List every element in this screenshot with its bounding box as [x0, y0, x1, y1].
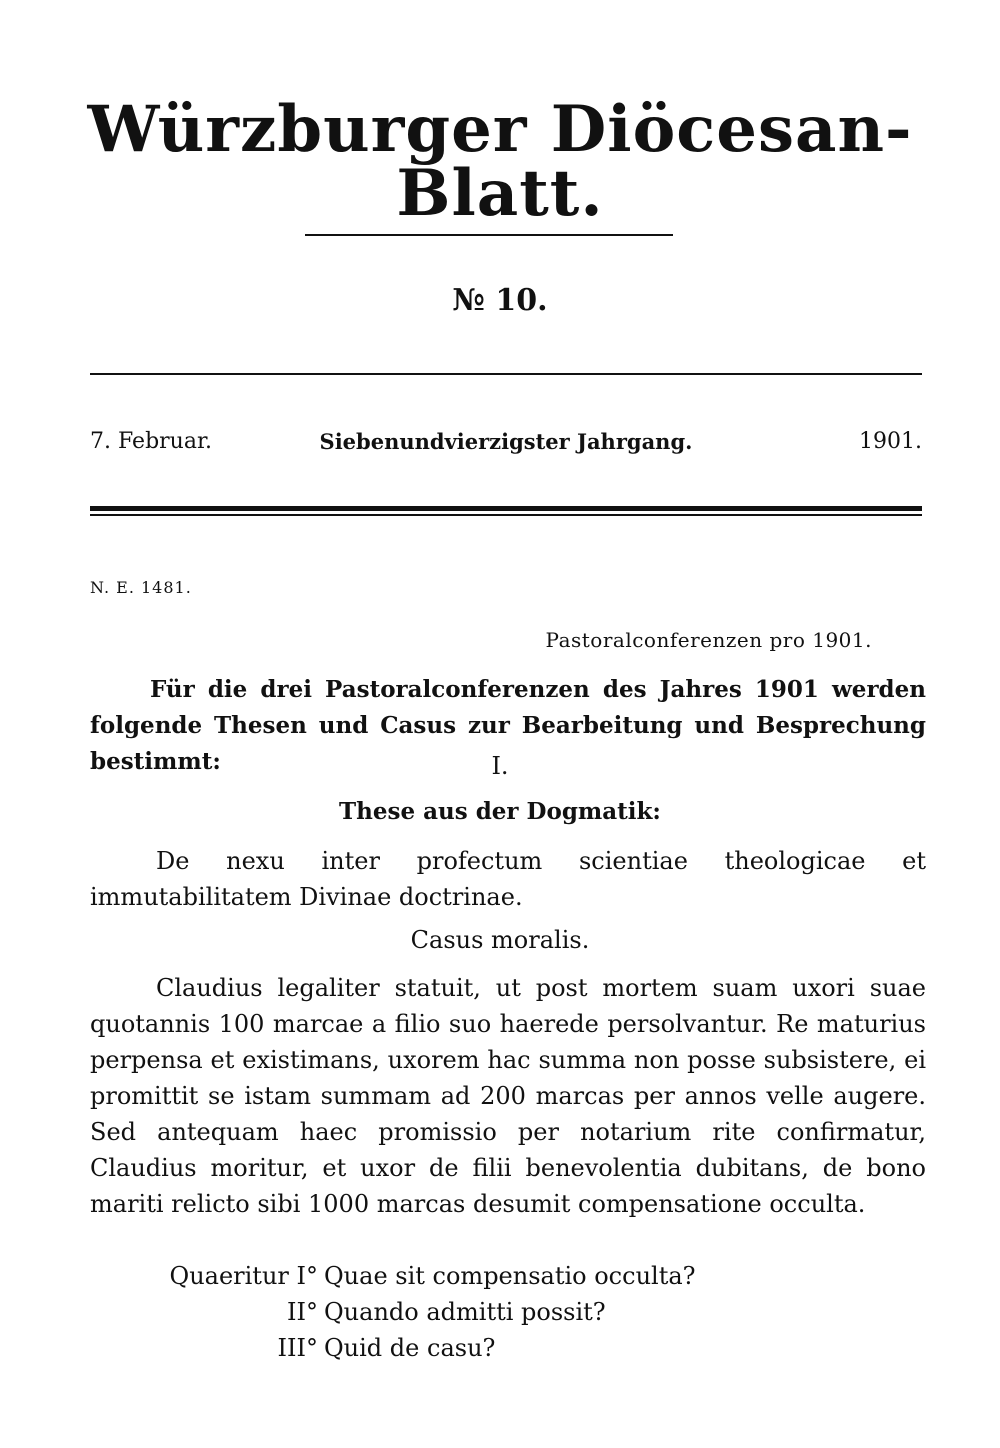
question-text: Quid de casu? [324, 1334, 496, 1362]
question-label: Quaeritur I° [169, 1262, 318, 1290]
dateline-bottom-rule-thin [90, 514, 922, 516]
intro-paragraph: Für die drei Pastoralconferenzen des Jahres 1901 werden folgende Thesen und Casus zur Bearbeitung und Besprechung bestimmt: [90, 676, 926, 775]
masthead-title: Würzburger Diöcesan-Blatt. [87, 92, 913, 231]
question-label: II° [287, 1298, 318, 1326]
volume-label: Siebenundvierzigster Jahrgang. [319, 429, 693, 454]
issue-year: 1901. [859, 429, 922, 454]
issue-number: № 10. [452, 283, 548, 318]
section-numeral: I. [491, 752, 509, 780]
dateline-bottom-rule-thick [90, 506, 922, 511]
casus-heading: Casus moralis. [410, 926, 590, 954]
question-label: III° [277, 1334, 318, 1362]
reference-number: N. E. 1481. [90, 578, 192, 597]
casus-paragraph: Claudius legaliter statuit, ut post mortem suam uxori suae quotannis 100 marcae a filio suo haerede persolvantur. Re maturius perpensa et existimans, uxorem hac summa non posse subsistere, ei promittit se istam summam ad 200 marcas per annos velle augere. Sed antequam haec promissio per notarium rite confirmatur, Claudius moritur, et uxor de filii benevolentia dubitans, de bono mariti relicto sibi 1000 marcas desumit compensatione occulta. [90, 974, 926, 1218]
masthead-divider [305, 234, 673, 236]
article-subject: Pastoralconferenzen pro 1901. [545, 628, 872, 652]
issue-date: 7. Februar. [90, 429, 213, 454]
thesis-paragraph: De nexu inter profectum scientiae theologicae et immutabilitatem Divinae doctrinae. [90, 847, 926, 911]
question-text: Quae sit compensatio occulta? [324, 1262, 696, 1290]
dateline-top-rule [90, 373, 922, 375]
question-text: Quando admitti possit? [324, 1298, 606, 1326]
dateline [90, 427, 922, 457]
section-heading: These aus der Dogmatik: [339, 798, 661, 825]
